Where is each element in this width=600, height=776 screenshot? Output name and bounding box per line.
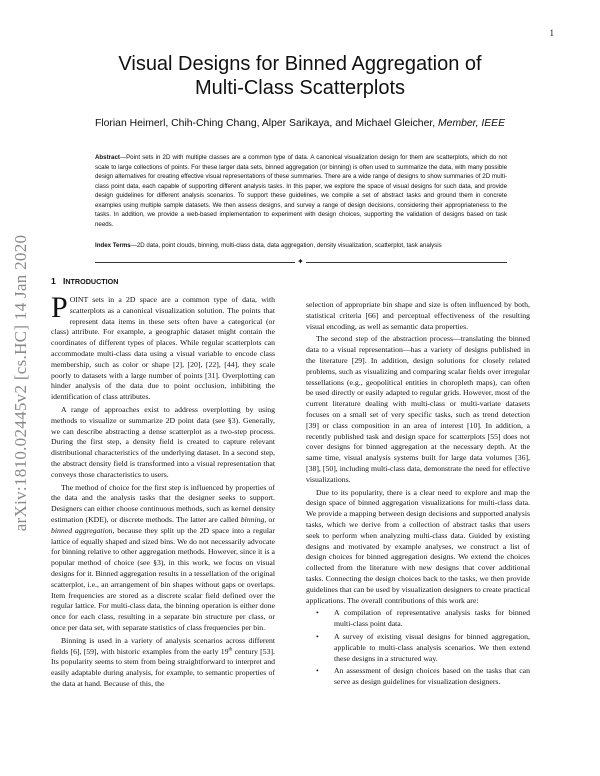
- intro-paragraph-1-text: OINT sets in a 2D space are a common type of data, with scatterplots as a canonical visualization solution. The points that represent data items in these sets often have a categorical (or class) attribute. For example, a geographic dataset might contain the coordinates of different types of places. While regular scatterplots can accommodate multi-class data using a visual variable to encode class membership, such as color or shape [2], [20], [22], [44], they scale poorly to datasets with a large number of points [31]. Overplotting can hinder analysis of the data due to point occlusion, inhibiting the identification of class attributes.: [51, 295, 275, 402]
- arxiv-identifier: arXiv:1810.02445v2 [cs.HC] 14 Jan 2020: [11, 234, 30, 532]
- author-list: [60, 118, 540, 129]
- list-item-text: An assessment of design choices based on the tasks that can serve as design guidelines for visualization designers.: [334, 666, 530, 687]
- left-column: [51, 276, 275, 692]
- right-paragraph-3: Due to its popularity, there is a clear need to explore and map the design space of binned aggregation visualizations for multi-class data. We provide a mapping between design decisions and supported analysis tasks, which we derive from a collection of abstract tasks that users seek to perform when analyzing multi-class data. Guided by existing designs and motivated by example analyses, we construct a list of design choices for binned aggregation designs. We extend the choices collected from the literature with new designs that cover additional tasks. Connecting the design choices back to the tasks, we then provide guidelines that can be used by visualization designers to create practical applications. The overall contributions of this work are:: [306, 487, 530, 605]
- right-paragraph-2: The second step of the abstraction process—translating the binned data to a visual representation—has a variety of designs published in the literature [29]. In addition, design solutions for closely related problems, such as visualizing and comparing scalar fields over irregular tessellations (e.g., geopolitical entities in choropleth maps), can often be used directly or easily adapted to regular grids. However, most of the current literature dealing with multi-class or multi-variate datasets focuses on a small set of very specific tasks, such as trend detection [39] or class composition in an area of interest [10]. In addition, a recently published task and design space for scatterplots [55] does not cover designs for binned aggregation at the necessary depth. At the same time, visual analysis systems built for large data volumes [36], [38], [50], including multi-class data, demonstrate the need for effective visualizations.: [306, 334, 530, 484]
- arxiv-sidebar: [6, 218, 36, 548]
- abstract-label: Abstract: [95, 154, 120, 161]
- drop-cap: P: [51, 291, 68, 324]
- section-title-rest: NTRODUCTION: [65, 277, 119, 286]
- p3-text-a: The method of choice for the first step is influenced by properties of the data and the analysis tasks that the designer seeks to support. Designers can either choose continuous methods, such as kernel density estimation (KDE), or discrete methods. The latter are called: [51, 482, 275, 524]
- intro-paragraph-1: [51, 291, 275, 403]
- page-number: 1: [549, 28, 554, 38]
- p4-text-a: Binning is used in a variety of analysis scenarios across different fields [6], [59], with historic examples from the early 19: [51, 635, 275, 656]
- list-item: [306, 608, 530, 630]
- divider-left: [95, 262, 295, 263]
- p3-text-c: , because they split up the 2D space into a regular lattice of equally shaped and sized bins. We do not necessarily advocate for binning relative to other aggregation methods. However, since it is a popular method of choice (see §3), in this work, we focus on visual designs for it. Binned aggregation results in a tessellation of the original scatterplot, i.e., an arrangement of bin shapes without gaps or overlaps. Item frequencies are stored as a discrete scalar field defined over the regular lattice. For multi-class data, the binning operation is either done once for each class, resulting in a separate bin structure per class, or once per data set, with separate statistics of class frequencies per bin.: [51, 525, 275, 632]
- list-item: [306, 632, 530, 664]
- term-binned-aggregation: binned aggregation: [51, 525, 113, 535]
- p4-text-b: century [53]. Its popularity seems to stem from being straightforward to interpret and easily adaptable during analysis, for example, to semantic properties of the data at hand. Because of this, the: [51, 646, 275, 688]
- diamond-ornament-icon: ✦: [297, 257, 304, 266]
- list-item-text: A compilation of representative analysis tasks for binned multi-class point data.: [334, 608, 530, 629]
- p3-text-b: , or: [264, 514, 275, 524]
- section-title-initial: I: [62, 276, 66, 286]
- contributions-list: [306, 608, 530, 688]
- divider-right: [306, 262, 507, 263]
- title-line-2: Multi-Class Scatterplots: [194, 77, 406, 100]
- section-heading: [51, 276, 275, 286]
- list-item-text: A survey of existing visual designs for binned aggregation, applicable to multi-class analysis scenarios. We then extend these designs in a structured way.: [334, 631, 530, 663]
- bullet-icon: •: [316, 666, 319, 676]
- index-terms-text: —2D data, point clouds, binning, multi-class data, data aggregation, density visualization, scatterplot, task analysis: [130, 242, 442, 249]
- paper-title: [60, 52, 540, 101]
- term-binning: binning: [240, 514, 265, 524]
- p4-superscript: th: [228, 646, 233, 652]
- abstract-text: —Point sets in 2D with multiple classes are a common type of data. A canonical visualization design for them are scatterplots, which do not scale to large collections of points. For these larger data sets, binned aggregation (or binning) is often used to summarize the data, with many possible design alternatives for creating effective visual representations of these summaries. There are a wide range of designs to show summaries of 2D multi-class point data, each capable of supporting different analysis tasks. In this paper, we explore the space of visual designs for such data, and provide design guidelines for different analysis scenarios. To support these guidelines, we compile a set of abstract tasks and ground them in concrete examples using multiple sample datasets. We then assess designs, and survey a range of design decisions, considering their appropriateness to the tasks. In addition, we provide a web-based implementation to experiment with design choices, supporting the validation of designs based on task needs.: [95, 154, 507, 228]
- author-names: Florian Heimerl, Chih-Ching Chang, Alper Sarikaya, and Michael Gleicher,: [94, 118, 436, 129]
- intro-paragraph-2: A range of approaches exist to address overplotting by using methods to visualize or summarize 2D point data (see §3). Generally, we can describe abstracting a dense scatterplot as a two-step process. During the first step, a density field is created to capture relevant distributional characteristics of the underlying dataset. In a second step, the abstract density field is transformed into a visual representation that conveys those characteristics to users.: [51, 404, 275, 479]
- bullet-icon: •: [316, 608, 319, 618]
- index-terms-label: Index Terms: [95, 242, 131, 249]
- list-item: [306, 666, 530, 688]
- author-role: Member, IEEE: [438, 118, 506, 129]
- index-terms: [95, 241, 507, 251]
- title-line-1: Visual Designs for Binned Aggregation of: [118, 53, 482, 75]
- bullet-icon: •: [316, 631, 319, 641]
- intro-paragraph-4: [51, 636, 275, 690]
- right-paragraph-1: selection of appropriate bin shape and size is often influenced by both, statistical criteria [66] and perceptual effectiveness of the resulting visual encoding, as well as semantic data properties.: [306, 300, 530, 331]
- abstract: [95, 153, 507, 229]
- section-number: 1: [51, 276, 56, 286]
- right-column: [306, 300, 530, 690]
- intro-paragraph-3: [51, 483, 275, 634]
